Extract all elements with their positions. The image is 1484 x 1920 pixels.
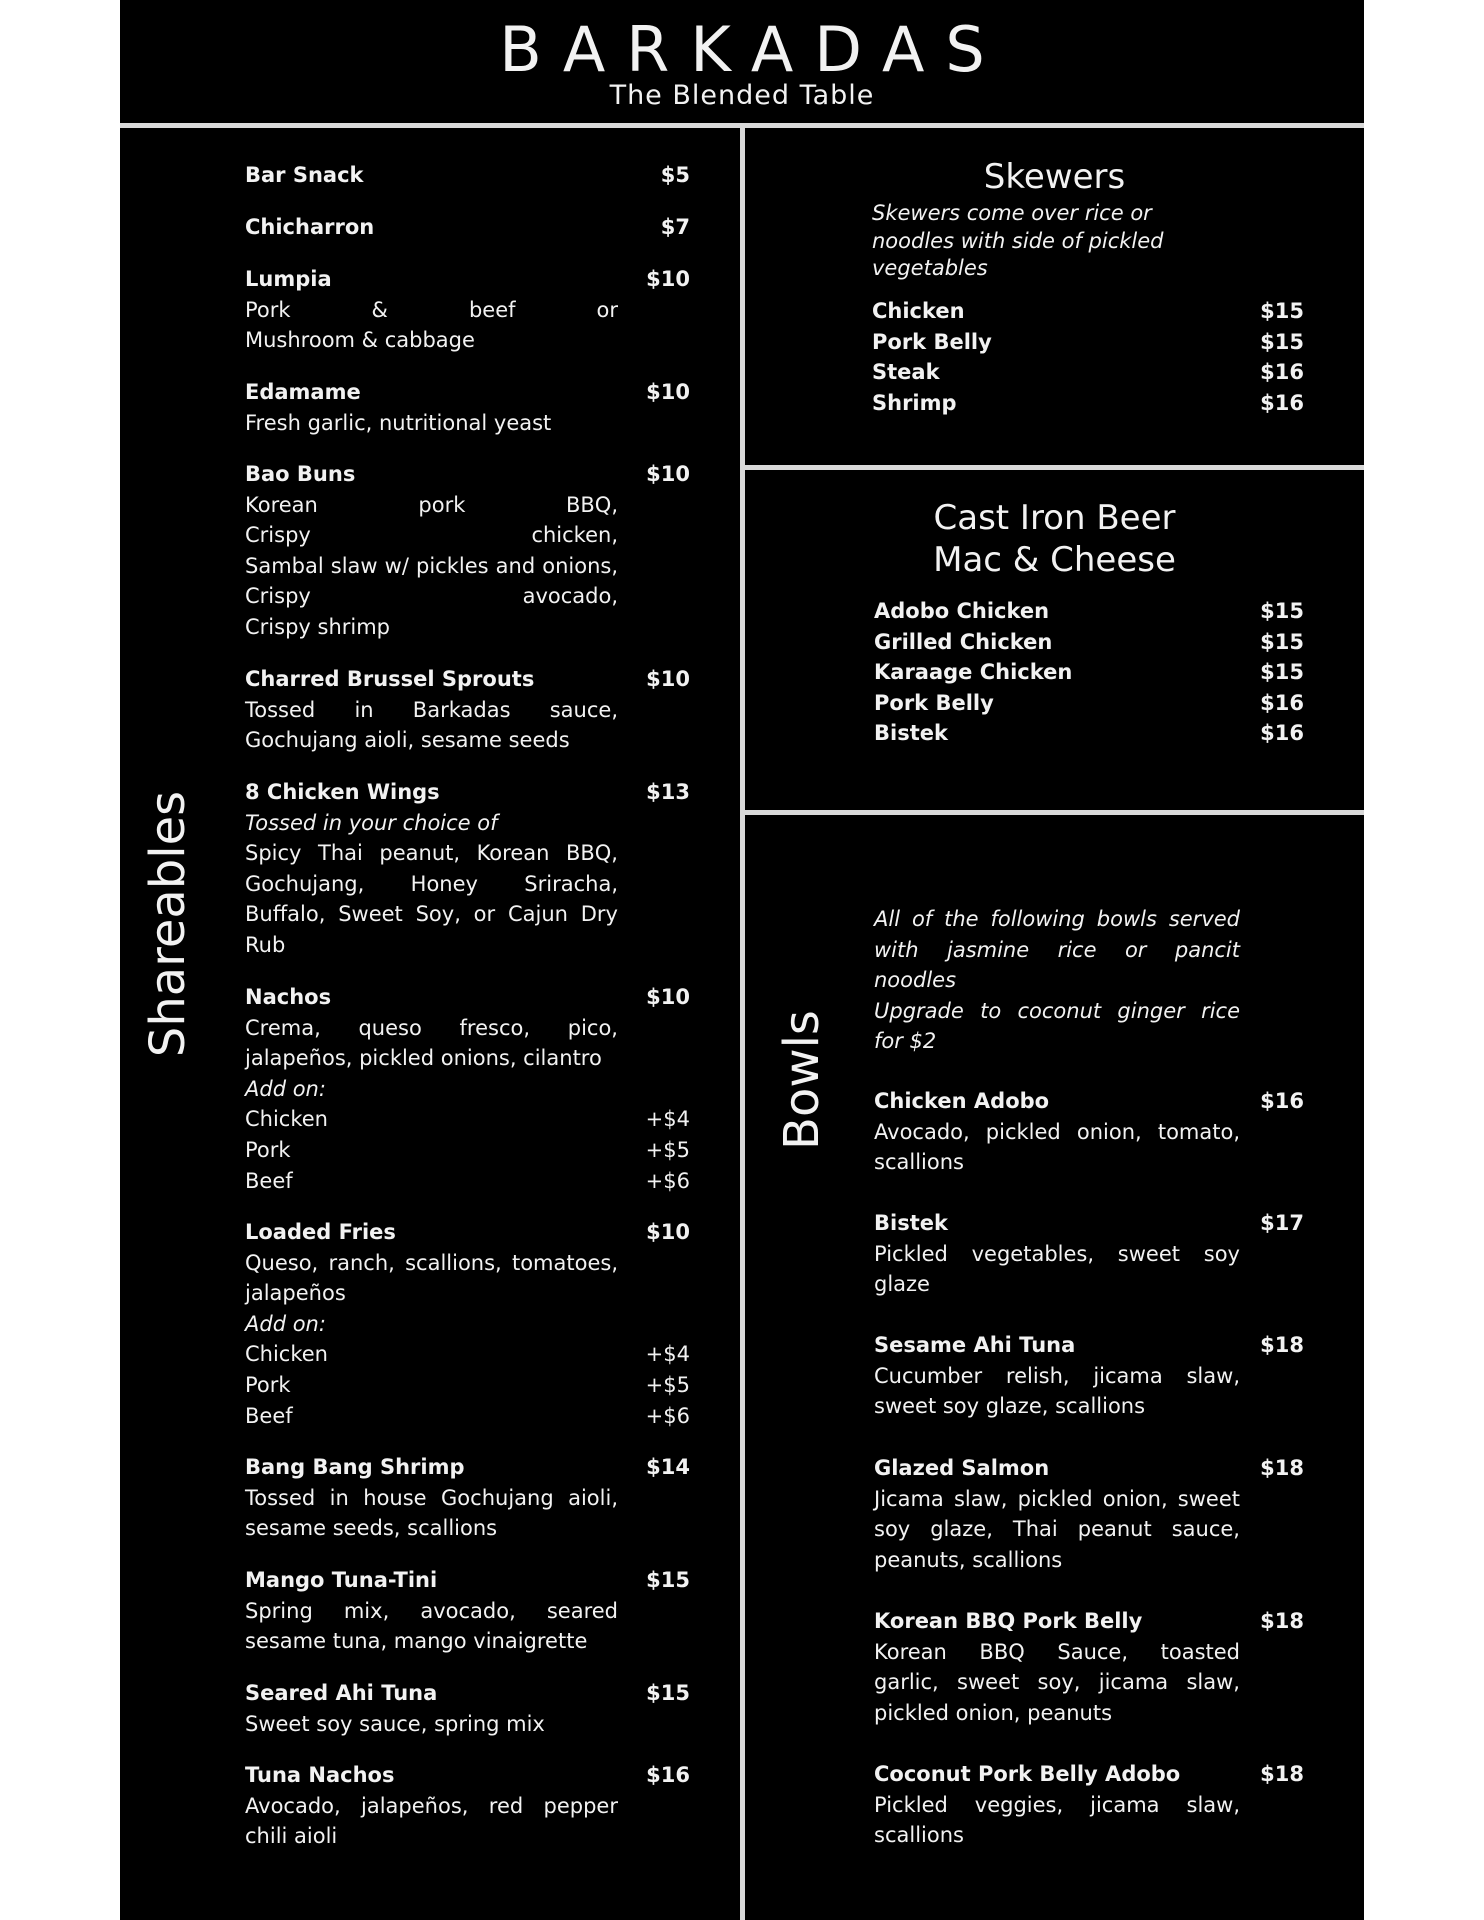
bowl-description: Cucumber relish, jicama slaw,	[874, 1363, 1240, 1388]
item-name: Mango Tuna-Tini	[245, 1568, 438, 1592]
bowl-price: $18	[1260, 1456, 1304, 1480]
item-description: Sweet soy sauce, spring mix	[245, 1711, 545, 1736]
bowls-note-line: Upgrade to coconut ginger rice	[874, 998, 1240, 1023]
item-name: Loaded Fries	[245, 1220, 396, 1244]
restaurant-tagline: The Blended Table	[609, 80, 875, 111]
bowl-description: Jicama slaw, pickled onion, sweet	[874, 1486, 1240, 1511]
item-name: Nachos	[245, 985, 332, 1009]
item-price: $10	[646, 985, 690, 1009]
item-name: Charred Brussel Sprouts	[245, 667, 535, 691]
bowl-description: peanuts, scallions	[874, 1547, 1063, 1572]
addon-price: +$5	[645, 1138, 690, 1162]
bowl-description: soy glaze, Thai peanut sauce,	[874, 1517, 1240, 1542]
addon-price: +$4	[645, 1342, 690, 1367]
bowl-name: Coconut Pork Belly Adobo	[874, 1762, 1181, 1786]
item-description: jalapeños, pickled onions, cilantro	[245, 1046, 602, 1071]
bowls-note-line: with jasmine rice or pancit	[874, 937, 1240, 962]
skewers-note-line: vegetables	[872, 256, 988, 280]
item-name: Bang Bang Shrimp	[245, 1455, 465, 1479]
item-price: $10	[646, 667, 690, 691]
bowls-note-line: noodles	[874, 968, 957, 993]
skewer-name: Chicken	[872, 299, 965, 323]
addon-name: Chicken	[245, 1342, 328, 1367]
item-description: Korean pork BBQ,	[245, 492, 618, 517]
bowl-description: sweet soy glaze, scallions	[874, 1394, 1146, 1419]
mac-divider	[745, 810, 1364, 815]
item-description: Avocado, jalapeños, red pepper	[245, 1793, 618, 1818]
bowl-price: $16	[1260, 1089, 1304, 1113]
addon-name: Chicken	[245, 1107, 328, 1132]
bowls-note-line: All of the following bowls served	[874, 907, 1240, 931]
bowls-note-line: for $2	[874, 1029, 937, 1054]
item-name: Bao Buns	[245, 462, 356, 486]
addon-price: +$6	[645, 1403, 690, 1428]
skewer-price: $16	[1260, 390, 1304, 415]
mac-price: $16	[1260, 690, 1304, 715]
item-name: Bar Snack	[245, 163, 364, 187]
skewer-price: $16	[1260, 360, 1304, 385]
bowl-name: Korean BBQ Pork Belly	[874, 1609, 1143, 1633]
item-description: jalapeños	[245, 1281, 346, 1306]
mac-name: Karaage Chicken	[874, 660, 1073, 685]
bowl-description: Pickled veggies, jicama slaw,	[874, 1792, 1240, 1817]
item-price: $7	[660, 215, 690, 239]
item-price: $10	[646, 462, 690, 486]
bowls-section-title: Bowls	[774, 1010, 830, 1150]
item-price: $5	[660, 163, 690, 187]
bowl-description: scallions	[874, 1150, 964, 1175]
bowl-description: Korean BBQ Sauce, toasted	[874, 1639, 1240, 1664]
addon-label: Add on:	[245, 1076, 326, 1101]
skewers-section-title: Skewers	[983, 157, 1126, 197]
bowl-name: Glazed Salmon	[874, 1456, 1050, 1480]
item-description: Gochujang aioli, sesame seeds	[245, 728, 570, 753]
skewer-name: Pork Belly	[872, 329, 992, 354]
addon-price: +$6	[645, 1168, 690, 1193]
shareables-section-title: Shareables	[140, 790, 196, 1058]
restaurant-name: BARKADAS	[499, 13, 1006, 86]
item-price: $10	[646, 380, 690, 404]
item-description: Sambal slaw w/ pickles and onions,	[245, 553, 618, 578]
mac-title-line: Mac & Cheese	[933, 540, 1176, 580]
bowl-name: Bistek	[874, 1211, 948, 1235]
item-name: 8 Chicken Wings	[245, 780, 440, 804]
skewer-price: $15	[1260, 299, 1304, 323]
item-name: Tuna Nachos	[245, 1763, 395, 1787]
item-description: Gochujang, Honey Sriracha,	[245, 871, 618, 896]
menu-page	[120, 0, 1364, 1920]
addon-price: +$5	[645, 1373, 690, 1397]
bowl-name: Chicken Adobo	[874, 1089, 1050, 1113]
item-description: chili aioli	[245, 1824, 338, 1849]
bowl-price: $18	[1260, 1762, 1304, 1786]
mac-name: Pork Belly	[874, 690, 994, 715]
item-description: Mushroom & cabbage	[245, 328, 475, 353]
item-price: $10	[646, 267, 690, 291]
item-description: Crispy avocado,	[245, 584, 618, 609]
item-price: $13	[646, 780, 690, 804]
item-description: Fresh garlic, nutritional yeast	[245, 410, 552, 435]
item-name: Seared Ahi Tuna	[245, 1681, 438, 1705]
bowl-description: Avocado, pickled onion, tomato,	[874, 1119, 1240, 1144]
addon-price: +$4	[645, 1107, 690, 1132]
mac-price: $15	[1260, 660, 1304, 685]
bowl-price: $17	[1260, 1211, 1304, 1235]
item-name: Chicharron	[245, 215, 375, 239]
item-description: Queso, ranch, scallions, tomatoes,	[245, 1250, 618, 1275]
item-description: Crispy shrimp	[245, 615, 391, 639]
skewers-note-line: Skewers come over rice or	[872, 201, 1152, 225]
skewers-note-line: noodles with side of pickled	[872, 228, 1164, 253]
mac-price: $15	[1260, 629, 1304, 654]
item-price: $10	[646, 1220, 690, 1244]
addon-label: Add on:	[245, 1311, 326, 1336]
addon-name: Pork	[245, 1373, 291, 1397]
bowl-name: Sesame Ahi Tuna	[874, 1333, 1076, 1357]
mac-name: Bistek	[874, 721, 948, 746]
mac-price: $15	[1260, 599, 1304, 623]
mac-price: $16	[1260, 721, 1304, 746]
item-price: $14	[646, 1455, 690, 1479]
bowl-description: Pickled vegetables, sweet soy	[874, 1241, 1240, 1266]
bowl-description: pickled onion, peanuts	[874, 1700, 1113, 1725]
item-note: Tossed in your choice of	[245, 810, 498, 835]
addon-name: Pork	[245, 1138, 291, 1162]
mac-title-line: Cast Iron Beer	[933, 498, 1176, 538]
item-name: Edamame	[245, 380, 361, 404]
bowl-description: scallions	[874, 1823, 964, 1848]
bowl-description: garlic, sweet soy, jicama slaw,	[874, 1670, 1240, 1695]
skewer-name: Shrimp	[872, 390, 957, 415]
item-description: sesame tuna, mango vinaigrette	[245, 1629, 588, 1654]
item-description: Tossed in house Gochujang aioli,	[245, 1485, 618, 1510]
item-description: Crema, queso fresco, pico,	[245, 1015, 618, 1040]
addon-name: Beef	[245, 1403, 293, 1428]
bowl-price: $18	[1260, 1333, 1304, 1357]
item-price: $15	[646, 1681, 690, 1705]
addon-name: Beef	[245, 1168, 293, 1193]
item-description: Crispy chicken,	[245, 523, 618, 548]
column-divider	[740, 128, 745, 1920]
skewers-divider	[745, 465, 1364, 470]
item-name: Lumpia	[245, 267, 332, 291]
mac-name: Grilled Chicken	[874, 629, 1053, 654]
item-description: Buffalo, Sweet Soy, or Cajun Dry	[245, 902, 618, 927]
item-description: Tossed in Barkadas sauce,	[245, 697, 618, 722]
skewer-name: Steak	[872, 360, 940, 385]
bowl-description: glaze	[874, 1272, 930, 1297]
skewer-price: $15	[1260, 329, 1304, 354]
item-description: Spicy Thai peanut, Korean BBQ,	[245, 841, 618, 866]
mac-name: Adobo Chicken	[874, 599, 1050, 623]
item-description: Pork & beef or	[245, 297, 618, 322]
item-description: sesame seeds, scallions	[245, 1516, 498, 1541]
item-price: $16	[646, 1763, 690, 1787]
item-description: Spring mix, avocado, seared	[245, 1598, 618, 1623]
item-price: $15	[646, 1568, 690, 1592]
item-description: Rub	[245, 933, 286, 957]
bowl-price: $18	[1260, 1609, 1304, 1633]
